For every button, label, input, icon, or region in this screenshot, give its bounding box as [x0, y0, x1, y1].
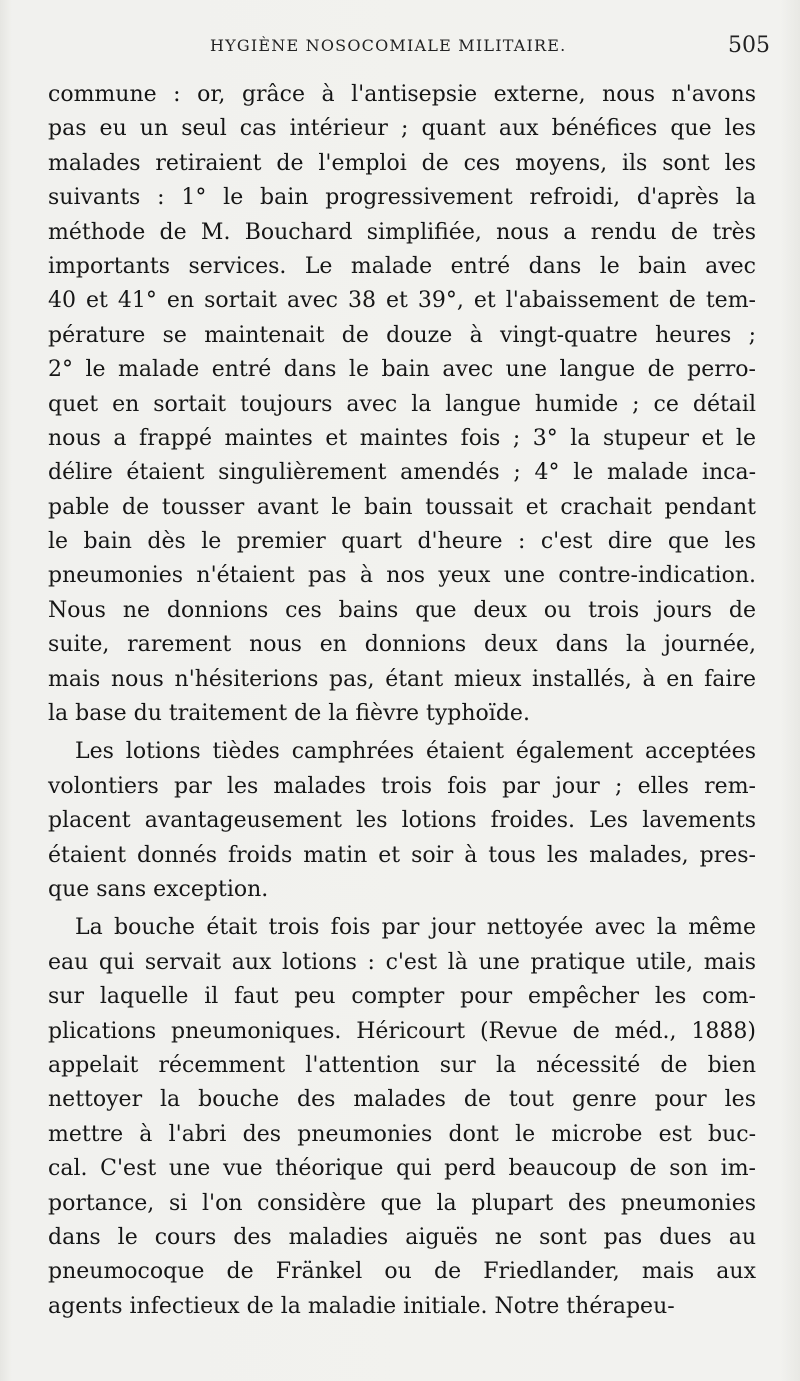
text-line: étaient donnés froids matin et soir à tous les malades, pres-: [48, 842, 756, 868]
page-number: 505: [728, 33, 770, 58]
running-title: HYGIÈNE NOSOCOMIALE MILITAIRE.: [210, 36, 567, 55]
text-line: pneumocoque de Fränkel ou de Friedlander, mais aux: [48, 1259, 756, 1285]
text-line: délire étaient singulièrement amendés ; 4° le malade inca-: [48, 460, 756, 486]
text-line: pérature se maintenait de douze à vingt-quatre heures ;: [48, 322, 756, 348]
text-line: que sans exception.: [48, 876, 269, 902]
text-line: nettoyer la bouche des malades de tout genre pour les: [48, 1087, 756, 1113]
text-line: La bouche était trois fois par jour nettoyée avec la même: [75, 915, 756, 941]
text-line: suivants : 1° le bain progressivement refroidi, d'après la: [48, 185, 756, 211]
text-line: méthode de M. Bouchard simplifiée, nous a rendu de très: [48, 219, 756, 245]
text-line: eau qui servait aux lotions : c'est là une pratique utile, mais: [48, 949, 756, 975]
text-line: suite, rarement nous en donnions deux dans la journée,: [48, 632, 756, 658]
text-line: malades retiraient de l'emploi de ces moyens, ils sont les: [48, 150, 756, 176]
text-line: importants services. Le malade entré dans le bain avec: [48, 253, 756, 279]
paragraph: [48, 911, 756, 1324]
text-line: pable de tousser avant le bain toussait et crachait pendant: [48, 494, 756, 520]
paragraph: [48, 735, 756, 907]
text-line: nous a frappé maintes et maintes fois ; 3° la stupeur et le: [48, 425, 756, 451]
text-line: 2° le malade entré dans le bain avec une langue de perro-: [48, 357, 756, 383]
text-line: sur laquelle il faut peu compter pour empêcher les com-: [48, 984, 756, 1010]
text-line: quet en sortait toujours avec la langue humide ; ce détail: [48, 391, 756, 417]
text-line: portance, si l'on considère que la plupart des pneumonies: [48, 1190, 756, 1216]
text-line: placent avantageusement les lotions froides. Les lavements: [48, 808, 756, 834]
page-header: [210, 33, 770, 66]
text-line: Nous ne donnions ces bains que deux ou trois jours de: [48, 597, 756, 623]
text-line: commune : or, grâce à l'antisepsie externe, nous n'avons: [48, 82, 756, 107]
text-line: agents infectieux de la maladie initiale. Notre thérapeu-: [48, 1293, 675, 1319]
text-line: la base du traitement de la fièvre typhoïde.: [48, 701, 530, 727]
paragraph: [48, 78, 756, 731]
text-line: pneumonies n'étaient pas à nos yeux une contre-indication.: [48, 563, 756, 589]
text-line: 40 et 41° en sortait avec 38 et 39°, et l'abaissement de tem-: [48, 288, 756, 314]
text-line: le bain dès le premier quart d'heure : c'est dire que les: [48, 529, 756, 555]
text-line: pas eu un seul cas intérieur ; quant aux bénéfices que les: [48, 116, 756, 142]
text-line: volontiers par les malades trois fois par jour ; elles rem-: [48, 773, 756, 799]
text-line: dans le cours des maladies aiguës ne sont pas dues au: [48, 1224, 756, 1250]
text-line: plications pneumoniques. Héricourt (Revue de méd., 1888): [48, 1018, 756, 1044]
text-line: mais nous n'hésiterions pas, étant mieux installés, à en faire: [48, 666, 756, 692]
body-text: [48, 78, 756, 1324]
text-line: appelait récemment l'attention sur la nécessité de bien: [48, 1052, 756, 1078]
text-line: Les lotions tièdes camphrées étaient également acceptées: [75, 739, 756, 765]
text-line: cal. C'est une vue théorique qui perd beaucoup de son im-: [48, 1156, 756, 1182]
text-line: mettre à l'abri des pneumonies dont le microbe est buc-: [48, 1121, 756, 1147]
